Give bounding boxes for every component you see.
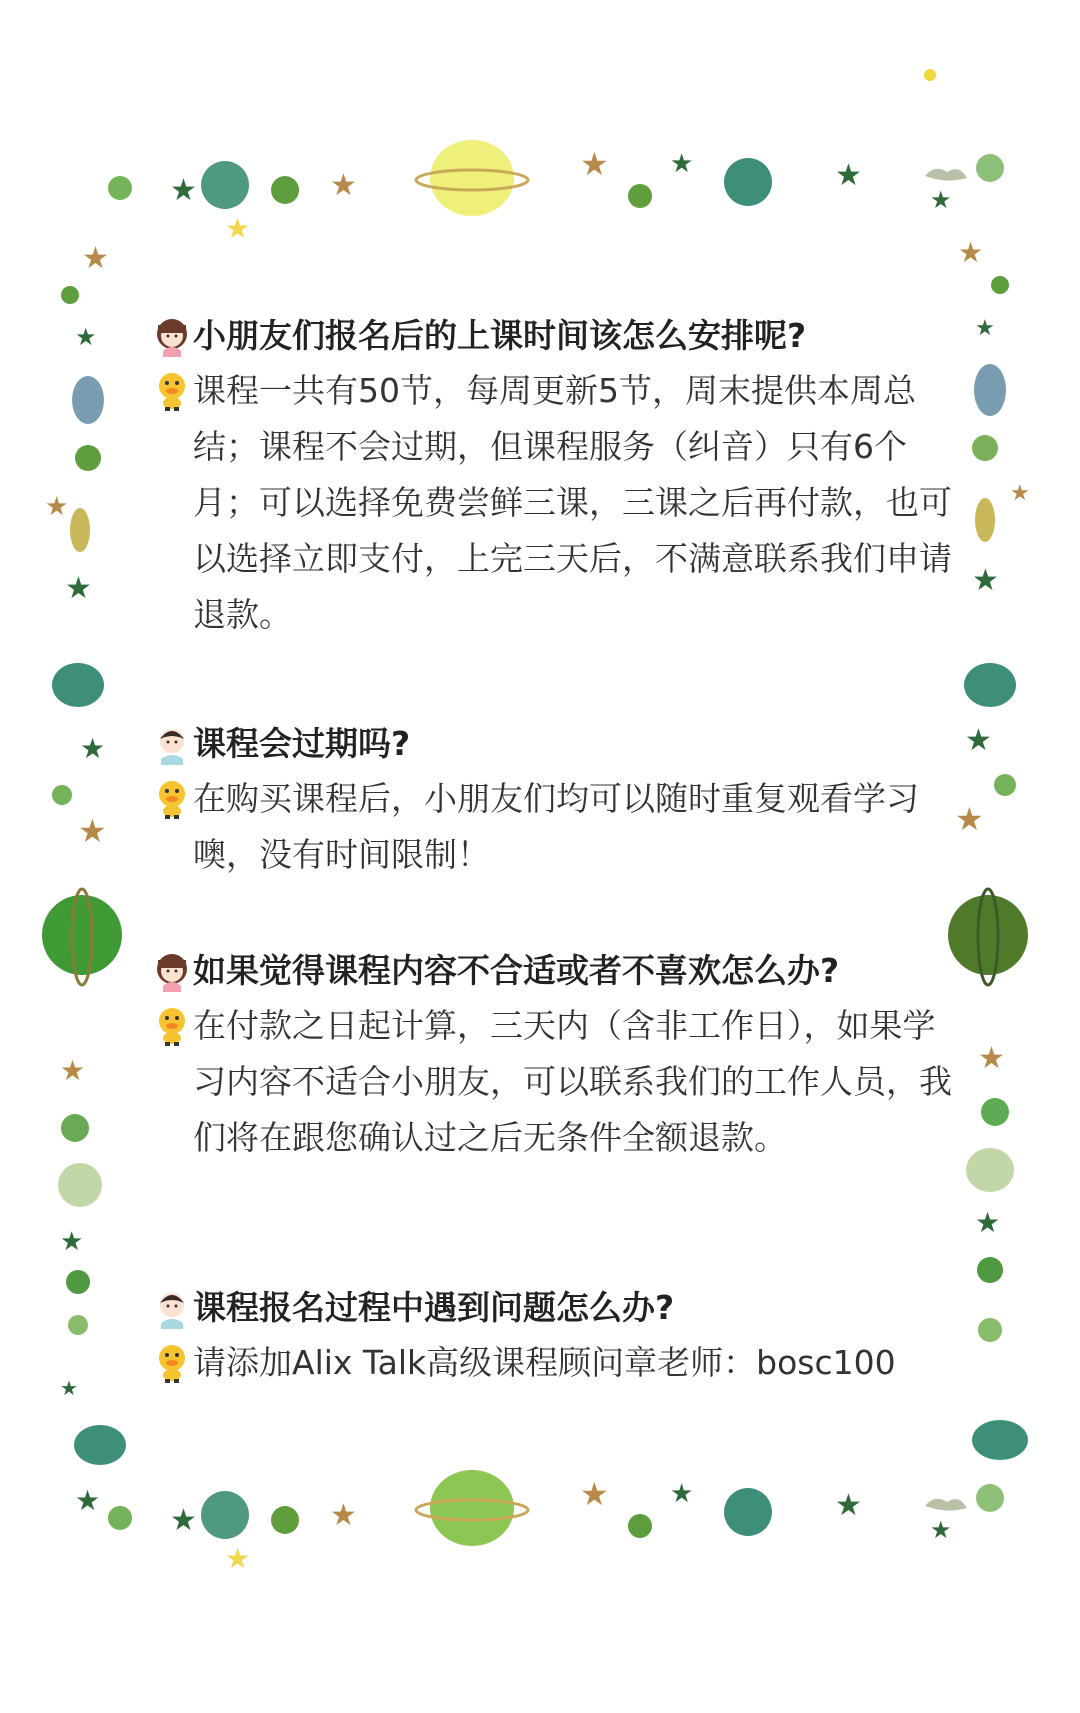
svg-text:★: ★ — [225, 212, 251, 245]
question-text: 如果觉得课程内容不合适或者不喜欢怎么办? — [193, 951, 840, 990]
faq-question — [155, 723, 965, 765]
girl-avatar-icon — [155, 952, 189, 992]
faq-question — [155, 1287, 965, 1329]
svg-text:★: ★ — [330, 168, 357, 203]
svg-text:★: ★ — [580, 145, 609, 183]
svg-text:★: ★ — [975, 1206, 1001, 1239]
faq-answer — [155, 363, 965, 643]
svg-text:★: ★ — [670, 1479, 694, 1509]
svg-text:★: ★ — [65, 571, 92, 606]
svg-text:★: ★ — [225, 1542, 251, 1575]
svg-text:★: ★ — [60, 1054, 86, 1087]
svg-text:★: ★ — [958, 236, 984, 269]
duck-mascot-icon — [155, 1343, 189, 1383]
svg-text:★: ★ — [60, 1376, 78, 1400]
faq-answer — [155, 771, 965, 883]
svg-text:★: ★ — [78, 812, 107, 850]
svg-text:★: ★ — [965, 723, 992, 758]
bottom-border — [75, 1470, 1004, 1575]
boy-avatar-icon — [155, 725, 189, 765]
svg-text:★: ★ — [972, 563, 999, 598]
svg-text:★: ★ — [930, 186, 952, 214]
svg-text:★: ★ — [330, 1498, 357, 1533]
svg-text:★: ★ — [835, 1488, 862, 1523]
svg-text:★: ★ — [930, 1516, 952, 1544]
svg-text:★: ★ — [82, 241, 109, 276]
svg-text:★: ★ — [75, 1484, 101, 1517]
svg-text:★: ★ — [80, 732, 106, 765]
duck-mascot-icon — [155, 1006, 189, 1046]
answer-text: 在购买课程后，小朋友们均可以随时重复观看学习噢，没有时间限制！ — [193, 779, 919, 874]
yellow-planet-icon — [430, 140, 514, 216]
boy-avatar-icon — [155, 1289, 189, 1329]
faq-item-3 — [155, 950, 965, 1166]
green-planet-icon — [430, 1470, 514, 1546]
faq-item-1 — [155, 315, 965, 643]
svg-text:★: ★ — [1010, 481, 1030, 506]
duck-mascot-icon — [155, 779, 189, 819]
girl-avatar-icon — [155, 317, 189, 357]
svg-text:★: ★ — [170, 1503, 197, 1538]
question-text: 课程会过期吗? — [193, 724, 411, 763]
left-border — [42, 241, 126, 1465]
question-text: 课程报名过程中遇到问题怎么办? — [193, 1288, 675, 1327]
dark-green-planet-icon — [42, 895, 122, 975]
faq-item-2 — [155, 723, 965, 883]
answer-text: 课程一共有50节，每周更新5节，周末提供本周总结；课程不会过期，但课程服务（纠音）只有6个月；可以选择免费尝鲜三课，三课之后再付款，也可以选择立即支付，上完三天后，不满意联系我们申请退款。 — [193, 371, 952, 634]
svg-text:★: ★ — [75, 323, 97, 351]
faq-answer — [155, 1335, 965, 1391]
faq-question — [155, 950, 965, 992]
faq-answer — [155, 998, 965, 1166]
svg-text:★: ★ — [60, 1227, 84, 1257]
svg-text:★: ★ — [580, 1475, 609, 1513]
svg-text:★: ★ — [835, 158, 862, 193]
svg-text:★: ★ — [975, 316, 995, 341]
faq-item-4 — [155, 1287, 965, 1391]
answer-text: 在付款之日起计算，三天内（含非工作日），如果学习内容不适合小朋友，可以联系我们的工作人员，我们将在跟您确认过之后无条件全额退款。 — [193, 1006, 952, 1157]
duck-mascot-icon — [155, 371, 189, 411]
small-yellow-dot — [924, 69, 936, 81]
question-text: 小朋友们报名后的上课时间该怎么安排呢? — [193, 316, 807, 355]
svg-text:★: ★ — [978, 1041, 1005, 1076]
answer-text: 请添加Alix Talk高级课程顾问章老师：bosc100 — [193, 1343, 896, 1382]
top-border — [108, 140, 1004, 245]
svg-text:★: ★ — [670, 149, 694, 179]
svg-text:★: ★ — [955, 800, 984, 838]
faq-question — [155, 315, 965, 357]
svg-text:★: ★ — [45, 492, 69, 522]
svg-text:★: ★ — [170, 173, 197, 208]
